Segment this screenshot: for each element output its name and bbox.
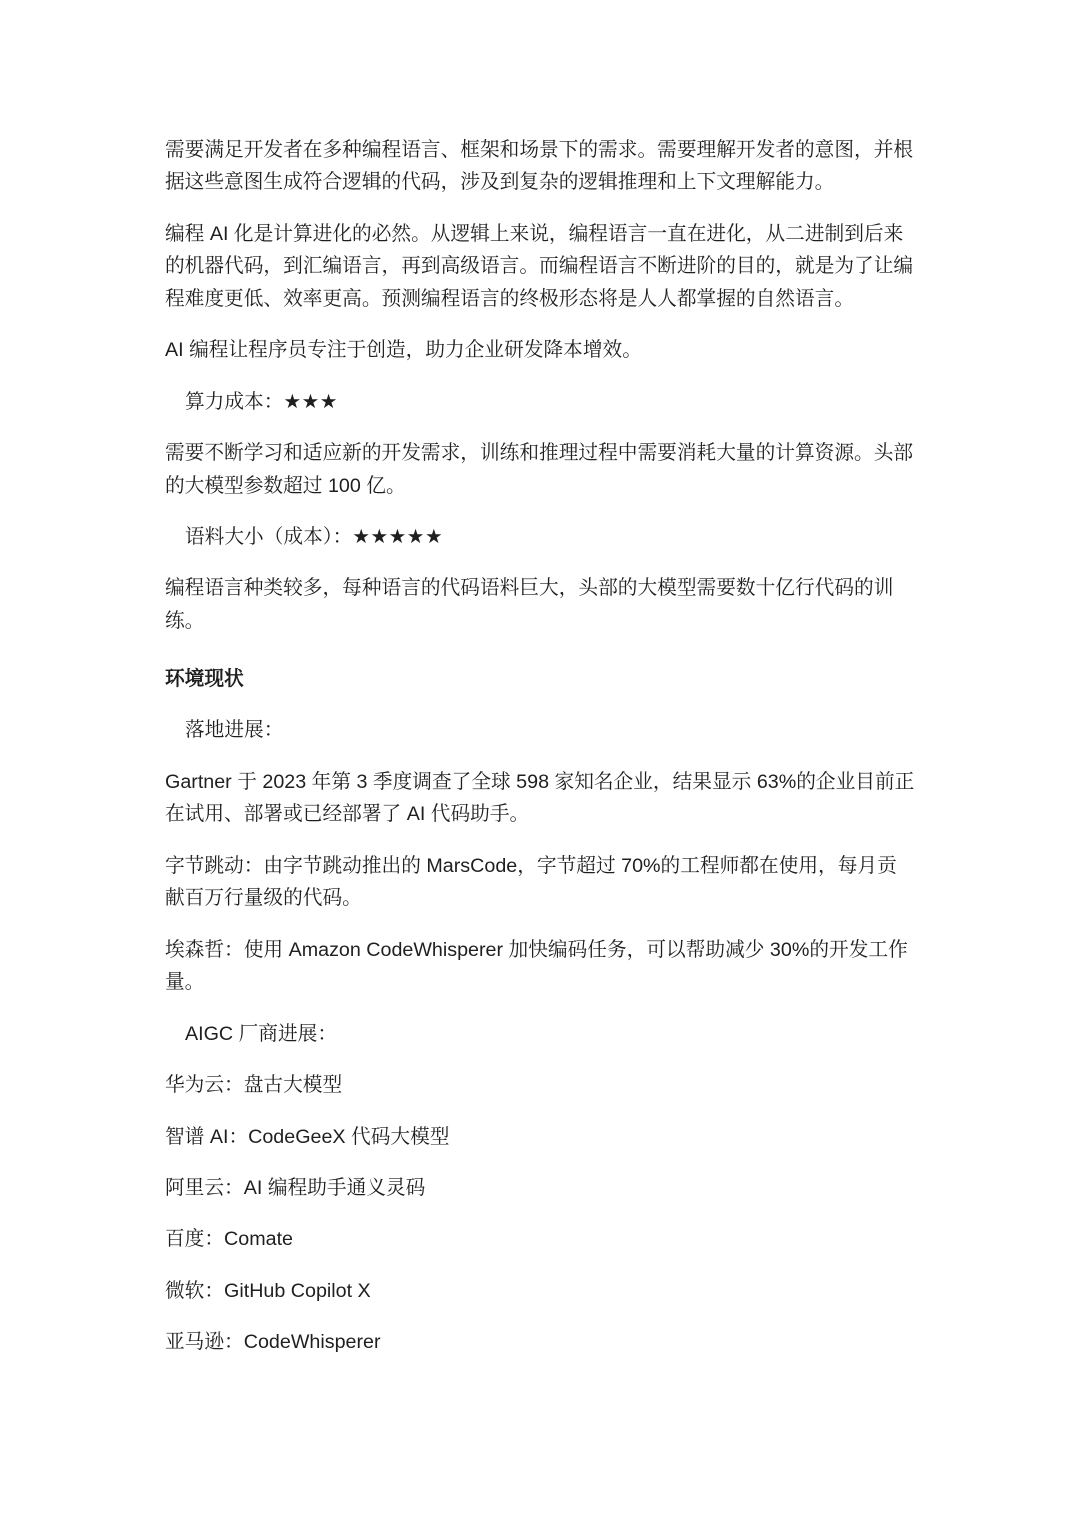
vendors-label-text: AIGC 厂商进展： <box>185 1022 338 1045</box>
paragraph-line: AI 编程让程序员专注于创造，助力企业研发降本增效。 <box>165 339 642 362</box>
paragraph-line: 献百万行量级的代码。 <box>165 887 362 910</box>
accenture-paragraph <box>165 934 985 999</box>
paragraph-line: 编程 AI 化是计算进化的必然。从逻辑上来说，编程语言一直在进化，从二进制到后来 <box>165 222 904 245</box>
vendor-item-text: 亚马逊：CodeWhisperer <box>165 1331 381 1354</box>
corpus-paragraph <box>165 572 985 637</box>
corpus-size-rating <box>165 521 985 554</box>
paragraph-line: 量。 <box>165 971 205 994</box>
adoption-label <box>165 714 985 747</box>
adoption-label-text: 落地进展： <box>185 719 284 742</box>
evolution-paragraph <box>165 218 985 316</box>
star-rating: ★★★ <box>283 390 338 413</box>
vendor-item <box>165 1326 985 1359</box>
vendor-item-text: 百度：Comate <box>165 1228 293 1251</box>
paragraph-line: 字节跳动：由字节跳动推出的 MarsCode，字节超过 70%的工程师都在使用，每月贡 <box>165 854 897 877</box>
paragraph-line: Gartner 于 2023 年第 3 季度调查了全球 598 家知名企业，结果显示 63%的企业目前正 <box>165 770 915 793</box>
corpus-size-label: 语料大小（成本）： <box>185 526 353 549</box>
vendor-item-text: 阿里云：AI 编程助手通义灵码 <box>165 1176 426 1199</box>
compute-cost-paragraph <box>165 437 985 502</box>
paragraph-line: 据这些意图生成符合逻辑的代码，涉及到复杂的逻辑推理和上下文理解能力。 <box>165 171 835 194</box>
gartner-paragraph <box>165 766 985 831</box>
bytedance-paragraph <box>165 850 985 915</box>
section-heading-text: 环境现状 <box>165 667 244 690</box>
requirements-paragraph <box>165 134 985 199</box>
vendor-item-text: 智谱 AI：CodeGeeX 代码大模型 <box>165 1125 450 1148</box>
section-heading <box>165 656 985 695</box>
vendor-item <box>165 1069 985 1102</box>
document-body <box>165 134 985 1378</box>
paragraph-line: 需要不断学习和适应新的开发需求，训练和推理过程中需要消耗大量的计算资源。头部 <box>165 442 914 465</box>
compute-cost-rating <box>165 386 985 419</box>
benefit-paragraph <box>165 334 985 367</box>
paragraph-line: 编程语言种类较多，每种语言的代码语料巨大，头部的大模型需要数十亿行代码的训 <box>165 577 894 600</box>
vendor-item <box>165 1275 985 1308</box>
corpus-size-line <box>185 521 985 554</box>
vendor-item <box>165 1172 985 1205</box>
vendors-label <box>165 1018 985 1051</box>
paragraph-line: 埃森哲：使用 Amazon CodeWhisperer 加快编码任务，可以帮助减少 30%的开发工作 <box>165 938 908 961</box>
vendor-item <box>165 1121 985 1154</box>
vendor-item-text: 华为云：盘古大模型 <box>165 1074 343 1097</box>
paragraph-line: 需要满足开发者在多种编程语言、框架和场景下的需求。需要理解开发者的意图，并根 <box>165 138 914 161</box>
vendor-item <box>165 1223 985 1256</box>
compute-cost-label: 算力成本： <box>185 390 284 413</box>
star-rating: ★★★★★ <box>352 526 444 549</box>
paragraph-line: 练。 <box>165 610 205 632</box>
vendor-item-text: 微软：GitHub Copilot X <box>165 1279 371 1302</box>
paragraph-line: 程难度更低、效率更高。预测编程语言的终极形态将是人人都掌握的自然语言。 <box>165 287 855 310</box>
paragraph-line: 在试用、部署或已经部署了 AI 代码助手。 <box>165 803 530 826</box>
paragraph-line: 的大模型参数超过 100 亿。 <box>165 474 406 497</box>
compute-cost-line <box>185 386 985 419</box>
paragraph-line: 的机器代码，到汇编语言，再到高级语言。而编程语言不断进阶的目的，就是为了让编 <box>165 255 914 278</box>
